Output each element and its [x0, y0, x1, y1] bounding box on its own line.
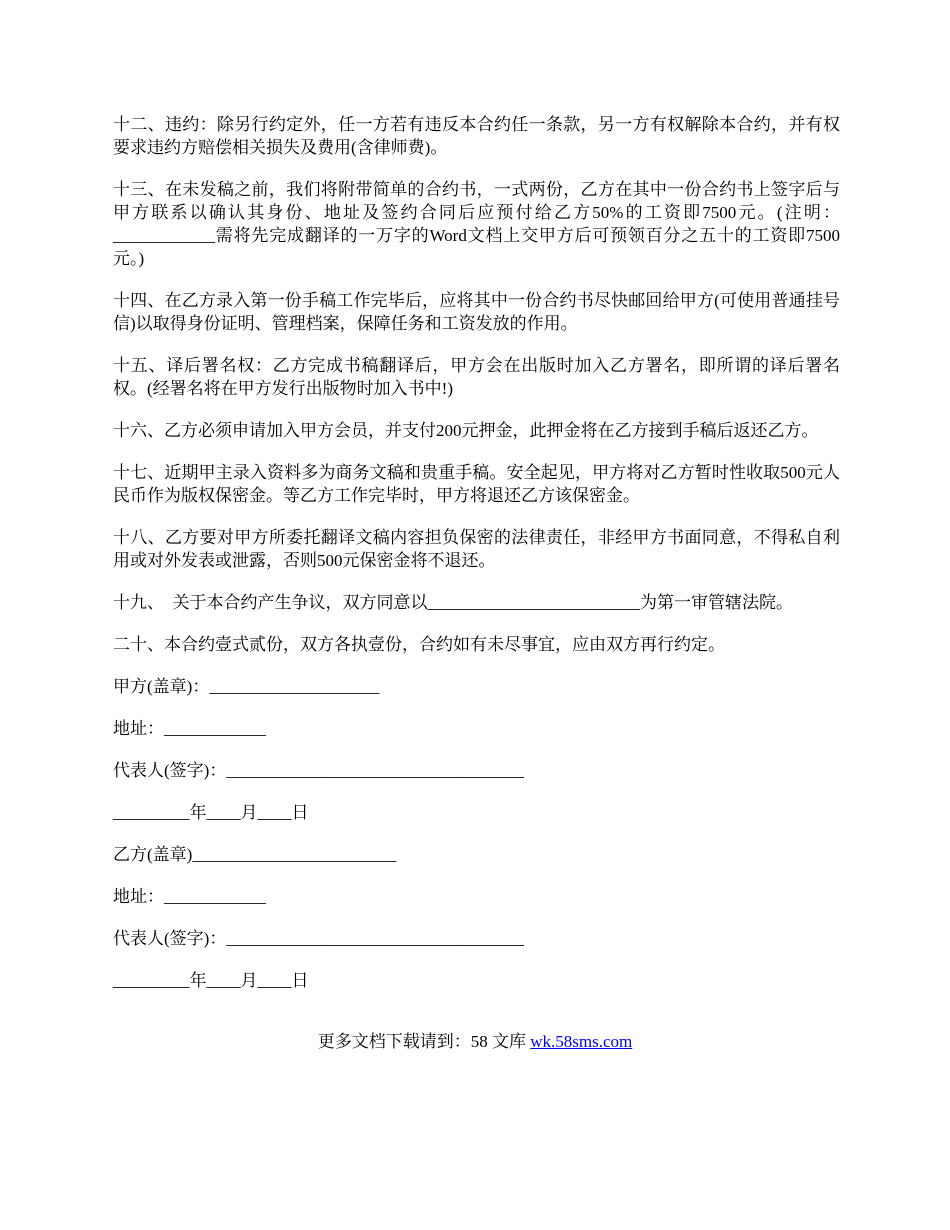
clause-12: 十二、违约：除另行约定外，任一方若有违反本合约任一条款，另一方有权解除本合约，并有权要求违约方赔偿相关损失及费用(含律师费)。: [113, 115, 840, 157]
party-a-seal: 甲方(盖章)：____________________: [113, 677, 380, 696]
download-footer: [0, 1030, 950, 1053]
party-b-date: _________年____月____日: [113, 971, 309, 990]
footer-link[interactable]: wk.58sms.com: [530, 1032, 633, 1051]
clause-20: 二十、本合约壹式贰份，双方各执壹份，合约如有未尽事宜，应由双方再行约定。: [113, 635, 725, 654]
clause-19: 十九、 关于本合约产生争议，双方同意以_________________________为第一审管辖法院。: [113, 593, 793, 612]
footer-text: 更多文档下载请到：58 文库: [317, 1032, 531, 1051]
clause-15: 十五、译后署名权：乙方完成书稿翻译后，甲方会在出版时加入乙方署名，即所谓的译后署名权。(经署名将在甲方发行出版物时加入书中!): [113, 356, 840, 398]
party-b-representative: 代表人(签字)：___________________________________: [113, 929, 524, 948]
clause-14: 十四、在乙方录入第一份手稿工作完毕后，应将其中一份合约书尽快邮回给甲方(可使用普通挂号信)以取得身份证明、管理档案，保障任务和工资发放的作用。: [113, 291, 840, 333]
party-b-address: 地址：____________: [113, 887, 266, 906]
clause-16: 十六、乙方必须申请加入甲方会员，并支付200元押金，此押金将在乙方接到手稿后返还乙方。: [113, 421, 819, 440]
party-b-seal: 乙方(盖章)________________________: [113, 845, 397, 864]
clause-17: 十七、近期甲主录入资料多为商务文稿和贵重手稿。安全起见，甲方将对乙方暂时性收取500元人民币作为版权保密金。等乙方工作完毕时，甲方将退还乙方该保密金。: [113, 463, 840, 505]
party-a-date: _________年____月____日: [113, 803, 309, 822]
party-a-address: 地址：____________: [113, 719, 266, 738]
clause-18: 十八、乙方要对甲方所委托翻译文稿内容担负保密的法律责任，非经甲方书面同意，不得私自利用或对外发表或泄露，否则500元保密金将不退还。: [113, 528, 840, 570]
contract-body: [113, 113, 840, 992]
party-a-representative: 代表人(签字)：___________________________________: [113, 761, 524, 780]
clause-13: 十三、在未发稿之前，我们将附带简单的合约书，一式两份，乙方在其中一份合约书上签字后与甲方联系以确认其身份、地址及签约合同后应预付给乙方50%的工资即7500元。(注明：____________需将先完成翻译的一万字的Word文档上交甲方后可预领百分之五十的工资即7500元。): [113, 180, 840, 268]
